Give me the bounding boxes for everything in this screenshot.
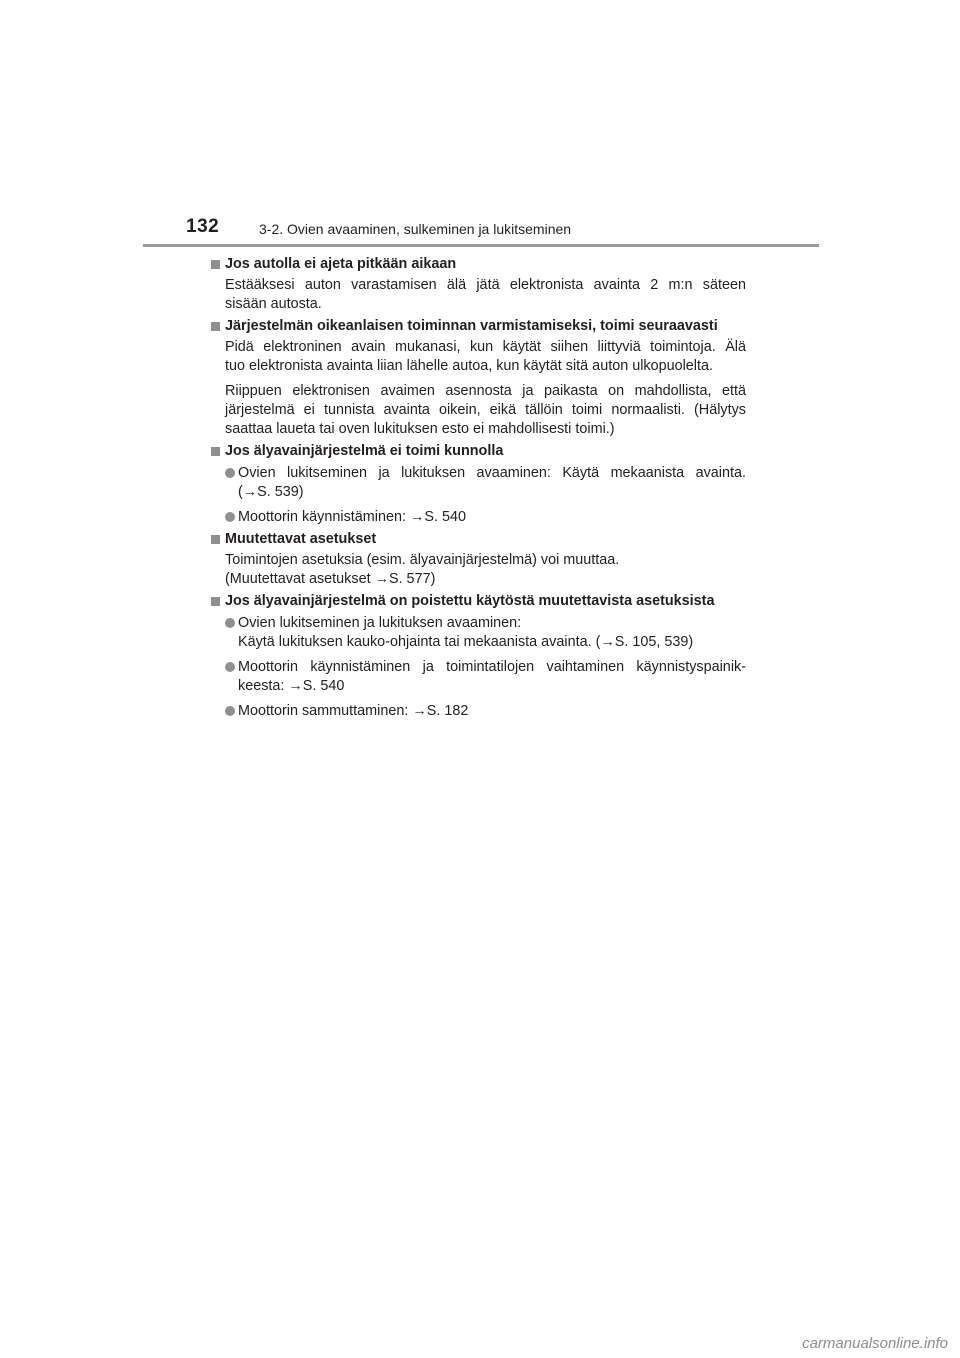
list-item: [211, 464, 746, 502]
section-heading: [211, 592, 746, 611]
square-bullet-icon: [211, 597, 220, 606]
page-number: 132: [186, 216, 220, 237]
section-heading: [211, 255, 746, 274]
list-item: [211, 614, 746, 652]
text-line: sisään autosta.: [225, 296, 322, 312]
section-heading: [211, 442, 746, 461]
heading-text: Jos autolla ei ajeta pitkään aikaan: [225, 256, 457, 272]
section-heading: [211, 530, 746, 549]
heading-text: Järjestelmän oikeanlaisen toiminnan varmistamiseksi, toimi seuraavasti: [225, 318, 718, 334]
list-item: [211, 508, 746, 527]
round-bullet-icon: [225, 662, 235, 672]
square-bullet-icon: [211, 535, 220, 544]
paragraph: [211, 551, 746, 589]
heading-text: Jos älyavainjärjestelmä on poistettu käytöstä muutettavista asetuksista: [225, 593, 715, 609]
paragraph: [211, 338, 746, 376]
text-line: Moottorin sammuttaminen: →S. 182: [238, 703, 469, 719]
square-bullet-icon: [211, 322, 220, 331]
text-line: Estääksesi auton varastamisen älä jätä elektronista avainta 2 m:n säteen: [225, 277, 746, 293]
text-line: Moottorin käynnistäminen: →S. 540: [238, 509, 466, 525]
text-line: Toimintojen asetuksia (esim. älyavainjärjestelmä) voi muuttaa.: [225, 552, 620, 568]
section-title: 3-2. Ovien avaaminen, sulkeminen ja lukitseminen: [259, 221, 572, 237]
round-bullet-icon: [225, 706, 235, 716]
round-bullet-icon: [225, 512, 235, 522]
list-item: [211, 658, 746, 696]
text-line: Moottorin käynnistäminen ja toimintatilojen vaihtaminen käynnistyspainik-: [238, 659, 746, 675]
round-bullet-icon: [225, 468, 235, 478]
text-line: Ovien lukitseminen ja lukituksen avaaminen: Käytä mekaanista avainta.: [238, 465, 746, 481]
text-line: Pidä elektroninen avain mukanasi, kun käytät siihen liittyviä toimintoja. Älä: [225, 339, 746, 355]
paragraph: [211, 276, 746, 314]
text-line: (→S. 539): [238, 484, 304, 500]
text-line: Käytä lukituksen kauko-ohjainta tai mekaanista avainta. (→S. 105, 539): [238, 634, 694, 650]
text-line: Riippuen elektronisen avaimen asennosta ja paikasta on mahdollista, että: [225, 383, 746, 399]
text-line: tuo elektronista avainta liian lähelle autoa, kun käytät sitä auton ulkopuolelta.: [225, 358, 714, 374]
text-line: keesta: →S. 540: [238, 678, 345, 694]
paragraph: [211, 382, 746, 439]
square-bullet-icon: [211, 447, 220, 456]
round-bullet-icon: [225, 618, 235, 628]
page-content: [211, 255, 746, 721]
text-line: (Muutettavat asetukset →S. 577): [225, 571, 436, 587]
text-line: saattaa laueta tai oven lukituksen esto ei mahdollisesti toimi.): [225, 421, 615, 437]
section-heading: [211, 317, 746, 336]
watermark-logo: carmanualsonline.info: [802, 1335, 948, 1352]
text-line: Ovien lukitseminen ja lukituksen avaaminen:: [238, 615, 522, 631]
text-line: järjestelmä ei tunnista avainta oikein, eikä tällöin toimi normaalisti. (Hälytys: [225, 402, 746, 418]
header-divider: [143, 244, 819, 247]
heading-text: Jos älyavainjärjestelmä ei toimi kunnolla: [225, 443, 504, 459]
square-bullet-icon: [211, 260, 220, 269]
heading-text: Muutettavat asetukset: [225, 531, 377, 547]
list-item: [211, 702, 746, 721]
